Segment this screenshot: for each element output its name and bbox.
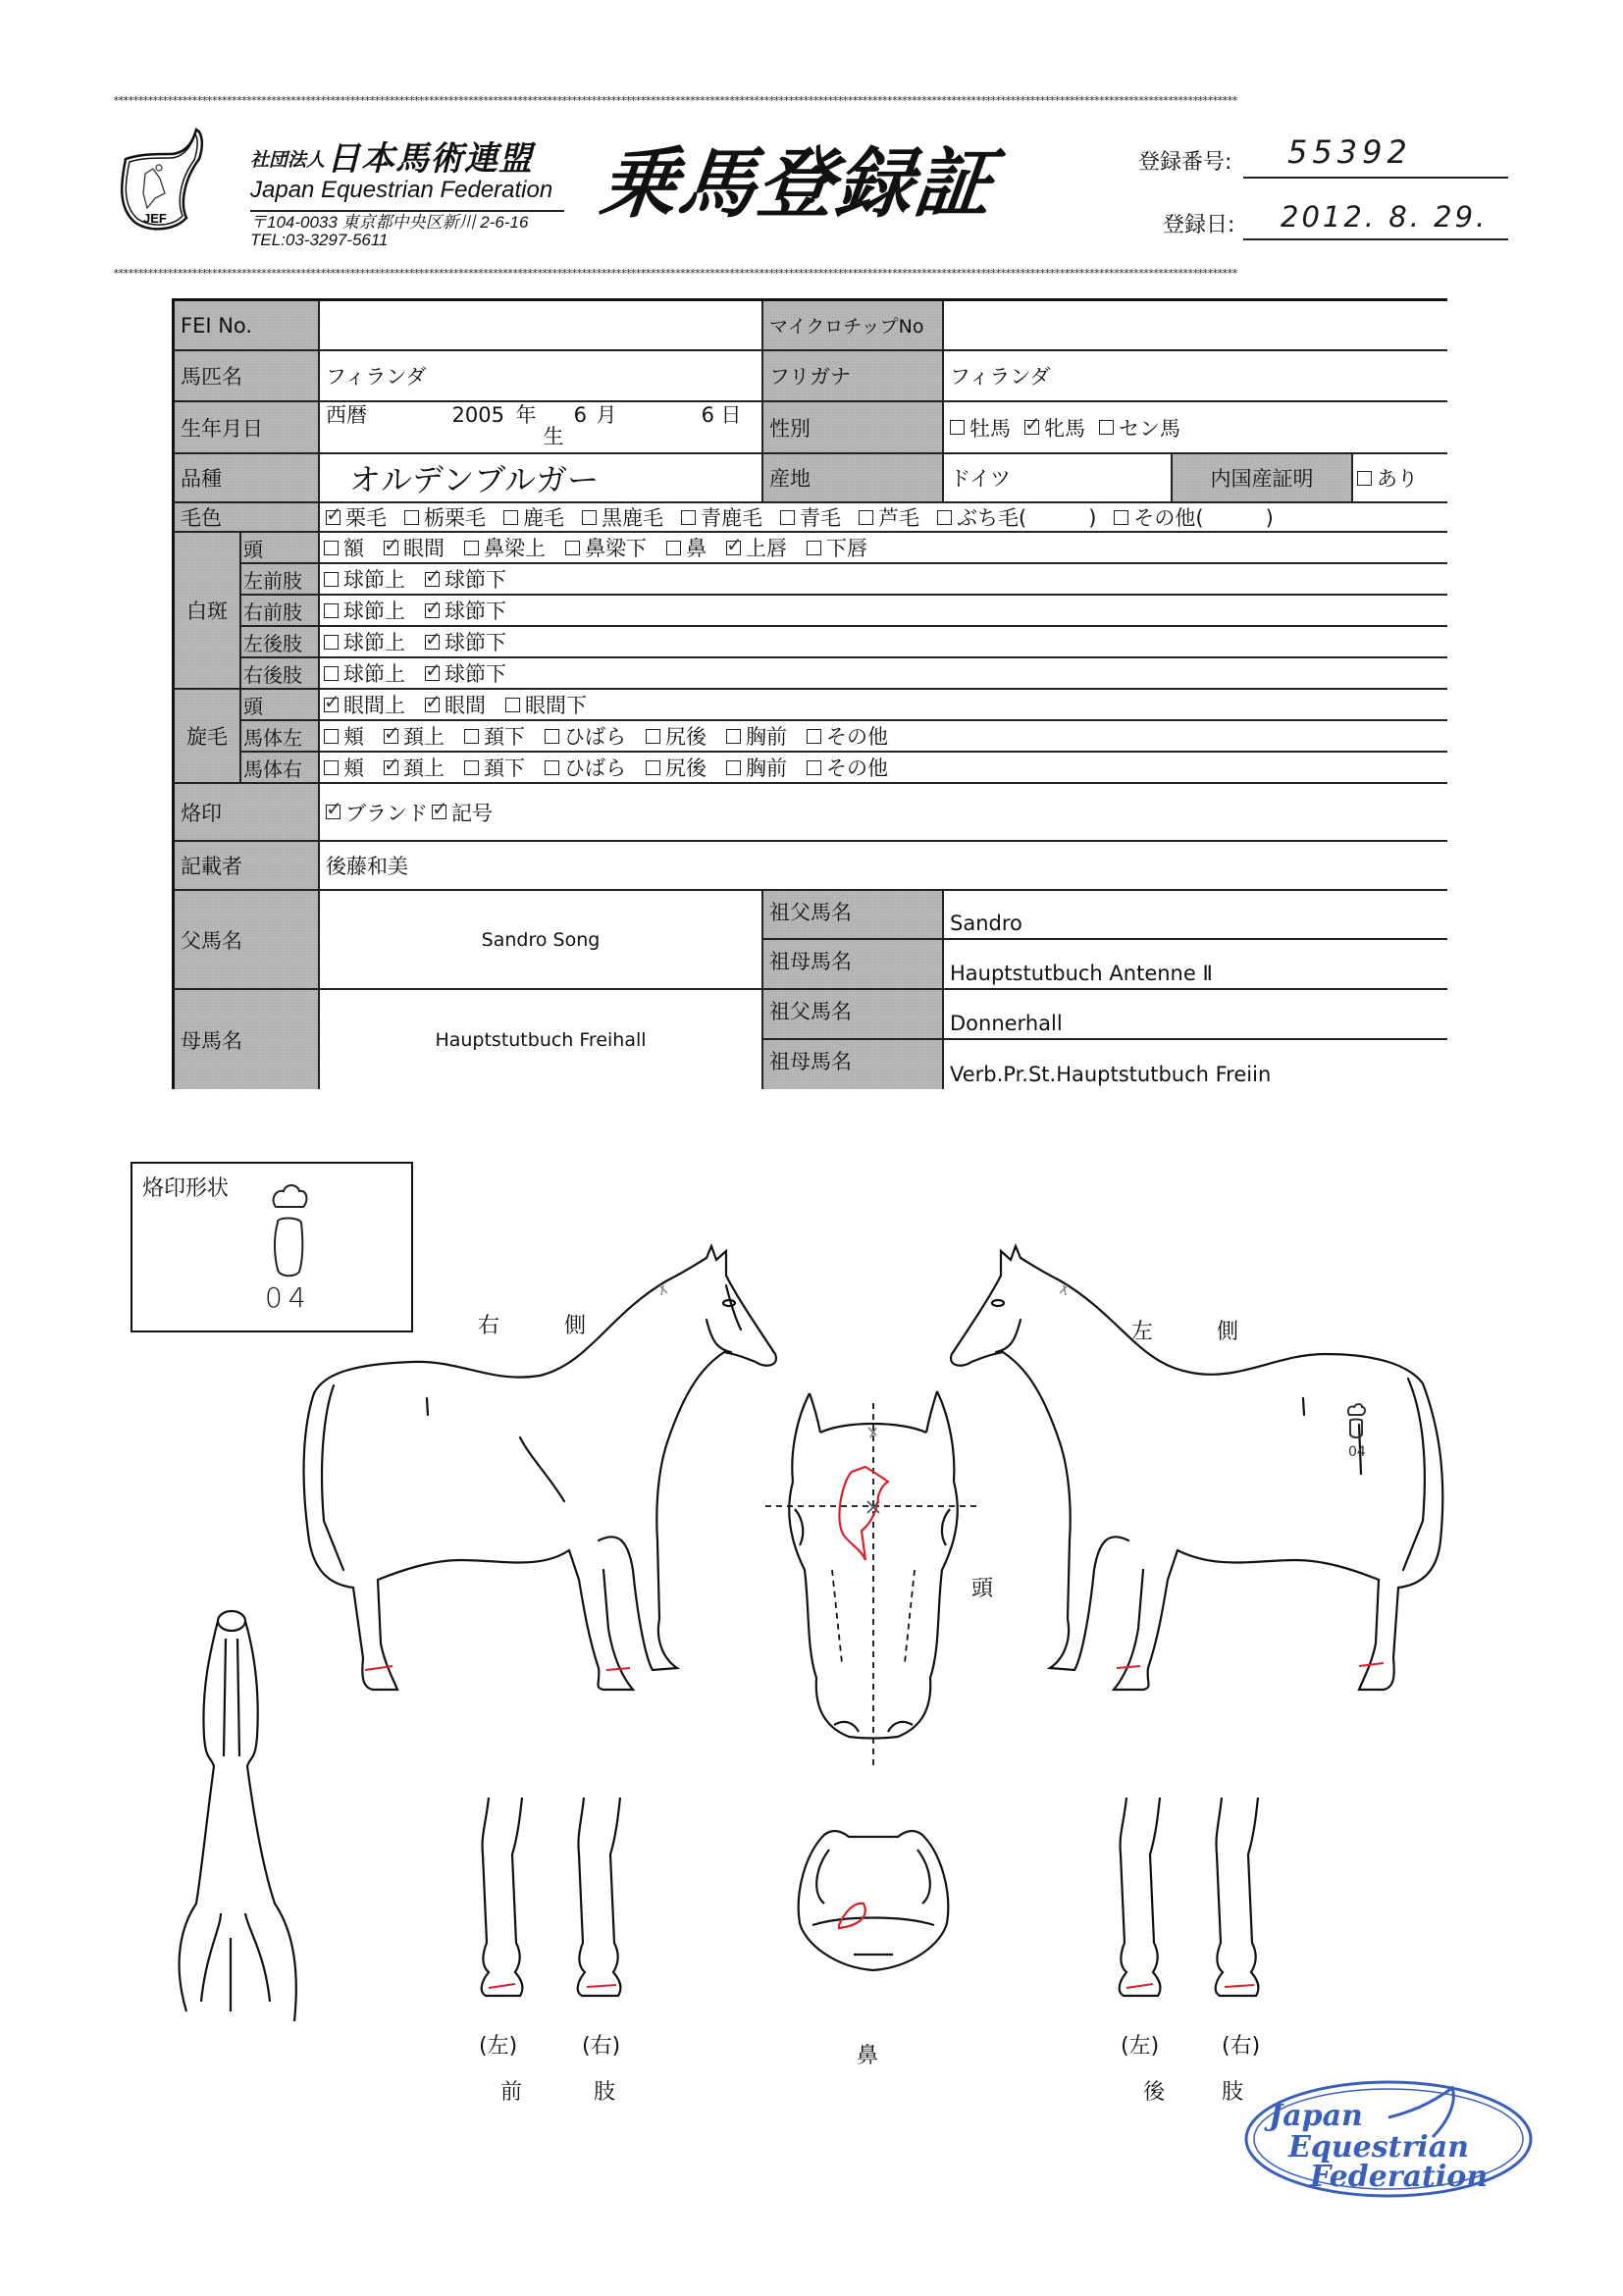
forelimbs-icon <box>471 1796 648 2002</box>
sire-label: 父馬名 <box>175 891 320 990</box>
checkbox-option[interactable] <box>464 533 546 562</box>
white-marking-row-options <box>320 533 1447 564</box>
checkbox[interactable] <box>780 510 795 525</box>
birth-day-unit: 日 <box>720 403 742 427</box>
checkbox-option[interactable] <box>425 627 506 656</box>
checkbox-option[interactable] <box>780 503 841 532</box>
checkbox[interactable] <box>807 729 821 744</box>
checkbox[interactable] <box>464 541 479 555</box>
birth-suffix: 生 <box>543 425 564 448</box>
domestic-cert-label: 内国産証明 <box>1173 454 1353 503</box>
white-marking-row-options <box>320 596 1447 627</box>
checkbox[interactable] <box>464 760 479 775</box>
option-label: 尻後 <box>665 725 707 749</box>
option-label: 眼間上 <box>343 694 405 717</box>
checkbox[interactable] <box>681 510 696 525</box>
option-label: 鼻梁上 <box>484 537 546 560</box>
svg-text:JEF: JEF <box>143 211 167 226</box>
checkbox-checked[interactable] <box>425 698 440 712</box>
checkbox-option[interactable] <box>324 721 364 751</box>
whorl-row-label: 馬体左 <box>241 721 320 753</box>
option-label: 黒鹿毛 <box>602 506 663 530</box>
checkbox-checked[interactable] <box>384 541 398 555</box>
option-label: その他 <box>826 757 888 780</box>
checkbox[interactable] <box>324 541 339 555</box>
checkbox[interactable] <box>565 541 580 555</box>
checkbox-checked[interactable] <box>384 760 398 775</box>
jef-logo <box>116 125 204 235</box>
white-markings-label: 白斑 <box>175 533 241 690</box>
svg-text:Federation: Federation <box>1310 2160 1489 2194</box>
checkbox-option[interactable] <box>324 658 405 688</box>
svg-text:Equestrian: Equestrian <box>1288 2130 1469 2165</box>
sire-grandsire-field[interactable]: Sandro <box>944 891 1447 940</box>
saddle-logo-icon <box>116 125 204 235</box>
checkbox-option[interactable] <box>384 533 445 562</box>
option-label: その他( ) <box>1133 506 1274 530</box>
checkbox-option[interactable] <box>565 533 647 562</box>
sire-field[interactable]: Sandro Song <box>320 891 763 990</box>
checkbox-option[interactable] <box>726 533 787 562</box>
option-label: 芦毛 <box>878 506 919 530</box>
dam-field[interactable]: Hauptstutbuch Freihall <box>320 990 763 1089</box>
dam-grandsire-label: 祖父馬名 <box>763 990 944 1040</box>
option-label: 頬 <box>343 757 364 780</box>
checkbox[interactable] <box>666 541 681 555</box>
checkbox-checked[interactable] <box>425 603 440 618</box>
checkbox-checked[interactable] <box>1024 420 1039 435</box>
checkbox-option[interactable] <box>937 503 1096 532</box>
checkbox[interactable] <box>950 420 965 435</box>
right-side-label-1: 右 <box>478 1314 500 1338</box>
white-marking-row-label: 左前肢 <box>241 564 320 596</box>
checkbox[interactable] <box>545 729 559 744</box>
checkbox[interactable] <box>324 603 339 618</box>
fei-no-label: FEI No. <box>175 301 320 351</box>
domestic-cert-option[interactable] <box>1353 454 1447 503</box>
head-label: 頭 <box>971 1577 994 1601</box>
option-label: 球節上 <box>343 662 405 686</box>
checkbox[interactable] <box>807 541 821 555</box>
option-label: 球節上 <box>343 568 405 592</box>
white-marking-row-label: 頭 <box>241 533 320 564</box>
option-label: 眼間 <box>403 537 445 560</box>
registration-date-value: 2012. 8. 29. <box>1281 200 1489 234</box>
brand-shape-number: 04 <box>265 1281 312 1314</box>
option-label: 尻後 <box>665 757 707 780</box>
forelimb-label-1: 前 <box>500 2080 523 2105</box>
brand-shape-label: 烙印形状 <box>142 1176 230 1201</box>
white-marking-row-label: 左後肢 <box>241 627 320 658</box>
option-label: 胸前 <box>746 725 787 749</box>
checkbox[interactable] <box>324 729 339 744</box>
horse-name-field[interactable]: フィランダ <box>320 351 763 402</box>
furigana-label: フリガナ <box>763 351 944 402</box>
option-label: 栃栗毛 <box>424 506 486 530</box>
hindlimb-label-1: 後 <box>1143 2080 1166 2105</box>
option-label: その他 <box>826 725 888 749</box>
checkbox-option[interactable] <box>807 753 888 782</box>
checkbox-option[interactable] <box>384 721 445 751</box>
sire-granddam-field[interactable]: Hauptstutbuch Antenne Ⅱ <box>944 940 1447 990</box>
svg-text:04: 04 <box>1348 1444 1366 1460</box>
brand-label: 烙印 <box>175 784 320 842</box>
hindlimbs-icon <box>1109 1796 1285 2002</box>
checkbox-option[interactable] <box>324 564 405 594</box>
checkbox[interactable] <box>726 760 741 775</box>
checkbox-option[interactable] <box>324 596 405 625</box>
checkbox-option[interactable] <box>646 753 707 782</box>
checkbox-option[interactable] <box>425 690 486 719</box>
checkbox-option[interactable] <box>505 690 587 719</box>
option-label: 球節上 <box>343 600 405 623</box>
checkbox-option[interactable] <box>324 533 364 562</box>
sex-options <box>944 402 1447 454</box>
checkbox-option[interactable] <box>324 753 364 782</box>
checkbox[interactable] <box>324 666 339 681</box>
checkbox-checked[interactable] <box>324 698 339 712</box>
checkbox-option[interactable] <box>681 503 762 532</box>
registration-date-underline <box>1243 238 1508 240</box>
option-label: 球節下 <box>445 600 506 623</box>
checkbox-option[interactable] <box>425 596 506 625</box>
option-label: 鹿毛 <box>523 506 564 530</box>
option-label: ひばら <box>564 757 626 780</box>
checkbox-checked[interactable] <box>425 635 440 650</box>
sire-grandsire-label: 祖父馬名 <box>763 891 944 940</box>
option-label: 牝馬 <box>1044 416 1085 441</box>
checkbox[interactable] <box>646 760 660 775</box>
whorl-row-label: 頭 <box>241 690 320 721</box>
checkbox-option[interactable] <box>666 533 707 562</box>
org-address <box>250 214 528 249</box>
option-label: あり <box>1377 467 1418 491</box>
checkbox[interactable] <box>505 698 520 712</box>
checkbox-option[interactable] <box>404 503 486 532</box>
hindlimb-right-label: (右) <box>1222 2034 1261 2059</box>
checkbox-option[interactable] <box>324 627 405 656</box>
option-label: ひばら <box>564 725 626 749</box>
horse-nose-icon <box>785 1815 962 1972</box>
registration-date-label: 登録日: <box>1163 213 1235 237</box>
checkbox-checked[interactable] <box>432 805 446 819</box>
sex-option-stallion[interactable] <box>950 413 1011 443</box>
checkbox-option[interactable] <box>464 721 525 751</box>
white-marking-row-options <box>320 627 1447 658</box>
breed-label: 品種 <box>175 454 320 503</box>
coat-color-options <box>320 503 1447 533</box>
org-name-en: Japan Equestrian Federation <box>250 177 553 203</box>
checkbox[interactable] <box>937 510 952 525</box>
checkbox-option[interactable] <box>807 721 888 751</box>
checkbox-option[interactable] <box>503 503 564 532</box>
option-label: 頚上 <box>403 757 445 780</box>
left-side-label-2: 側 <box>1217 1320 1239 1344</box>
document-title: 乗馬登録証 <box>596 140 998 229</box>
recorder-label: 記載者 <box>175 842 320 891</box>
checkbox[interactable] <box>1357 471 1372 486</box>
white-marking-row-options <box>320 564 1447 596</box>
option-label: 頚下 <box>484 725 525 749</box>
dam-granddam-label: 祖母馬名 <box>763 1040 944 1089</box>
separator-bottom: ************************************************************************************************************************************************************************************************************************************ <box>113 268 1237 280</box>
dam-granddam-field[interactable]: Verb.Pr.St.Hauptstutbuch Freiin <box>944 1040 1447 1089</box>
checkbox-checked[interactable] <box>425 572 440 587</box>
checkbox[interactable] <box>324 635 339 650</box>
white-marking-row-label: 右後肢 <box>241 658 320 690</box>
horse-head-front-icon <box>775 1374 971 1766</box>
microchip-field[interactable] <box>944 301 1447 351</box>
right-side-label-2: 側 <box>564 1314 587 1338</box>
checkbox[interactable] <box>324 760 339 775</box>
white-marking-row-label: 右前肢 <box>241 596 320 627</box>
birth-day: 6 <box>701 403 714 427</box>
checkbox-option[interactable] <box>384 753 445 782</box>
brand-option-brand[interactable] <box>326 798 428 827</box>
checkbox-option[interactable] <box>545 721 626 751</box>
furigana-field[interactable]: フィランダ <box>944 351 1447 402</box>
birth-month-unit: 月 <box>596 403 617 427</box>
checkbox-checked[interactable] <box>326 510 340 525</box>
checkbox-checked[interactable] <box>326 805 340 819</box>
option-label: 球節上 <box>343 631 405 654</box>
coat-color-label: 毛色 <box>175 503 320 533</box>
option-label: 頚上 <box>403 725 445 749</box>
option-label: 球節下 <box>445 568 506 592</box>
option-label: 眼間 <box>445 694 486 717</box>
birth-month: 6 <box>573 403 587 427</box>
checkbox-option[interactable] <box>324 690 405 719</box>
registration-number-value: 55392 <box>1287 133 1412 171</box>
checkbox-option[interactable] <box>464 753 525 782</box>
microchip-label: マイクロチップNo <box>763 301 944 351</box>
sex-label: 性別 <box>763 402 944 454</box>
birth-era: 西暦 <box>326 403 367 427</box>
checkbox[interactable] <box>1099 420 1114 435</box>
option-label: 鼻梁下 <box>585 537 647 560</box>
breed-field[interactable]: オルデンブルガー <box>320 454 763 503</box>
hindlimb-left-label: (左) <box>1121 2034 1160 2059</box>
registration-table <box>172 298 1447 1089</box>
sire-granddam-label: 祖母馬名 <box>763 940 944 990</box>
option-label: 球節下 <box>445 662 506 686</box>
option-label: 記号 <box>451 801 493 825</box>
checkbox-option[interactable] <box>425 564 506 594</box>
option-label: ぶち毛( ) <box>957 506 1097 530</box>
origin-field[interactable]: ドイツ <box>944 454 1173 503</box>
checkbox-option[interactable] <box>425 658 506 688</box>
checkbox-checked[interactable] <box>425 666 440 681</box>
option-label: 額 <box>343 537 364 560</box>
option-label: 栗毛 <box>345 506 387 530</box>
org-name-jp: 日本馬術連盟 <box>327 139 533 179</box>
org-divider <box>250 210 564 212</box>
checkbox-option[interactable] <box>726 753 787 782</box>
checkbox-option[interactable] <box>726 721 787 751</box>
option-label: 眼間下 <box>525 694 587 717</box>
checkbox[interactable] <box>464 729 479 744</box>
option-label: 頬 <box>343 725 364 749</box>
whorl-row-options <box>320 690 1447 721</box>
checkbox-option[interactable] <box>1114 503 1273 532</box>
checkbox[interactable] <box>324 572 339 587</box>
sex-option-mare[interactable] <box>1024 413 1085 443</box>
checkbox[interactable] <box>807 760 821 775</box>
option-label: 青鹿毛 <box>701 506 762 530</box>
checkbox[interactable] <box>582 510 597 525</box>
option-label: 頚下 <box>484 757 525 780</box>
nose-label: 鼻 <box>857 2044 879 2068</box>
checkbox-option[interactable] <box>582 503 663 532</box>
checkbox-option[interactable] <box>545 753 626 782</box>
jef-stamp-icon <box>1241 2078 1536 2206</box>
birth-year-unit: 年 <box>515 403 537 427</box>
checkbox[interactable] <box>859 510 873 525</box>
left-side-label-1: 左 <box>1131 1320 1154 1344</box>
checkbox-checked[interactable] <box>384 729 398 744</box>
checkbox[interactable] <box>545 760 559 775</box>
option-label: 牡馬 <box>969 416 1011 441</box>
whorl-row-label: 馬体右 <box>241 753 320 784</box>
address-line: 〒104-0033 東京都中央区新川 2-6-16 <box>250 213 529 232</box>
forelimb-left-label: (左) <box>479 2034 518 2059</box>
option-label: 上唇 <box>746 537 787 560</box>
dam-grandsire-field[interactable]: Donnerhall <box>944 990 1447 1040</box>
option-label: 鼻 <box>686 537 707 560</box>
sex-option-gelding[interactable] <box>1099 413 1180 443</box>
brand-option-symbol[interactable] <box>432 798 493 827</box>
checkbox[interactable] <box>1114 510 1128 525</box>
option-label: 青毛 <box>800 506 841 530</box>
birth-date-line <box>326 404 761 426</box>
forelimb-label-2: 肢 <box>594 2080 616 2105</box>
option-label: 胸前 <box>746 757 787 780</box>
birth-date-label: 生年月日 <box>175 402 320 454</box>
hindlimb-label-2: 肢 <box>1222 2080 1244 2105</box>
horse-name-label: 馬匹名 <box>175 351 320 402</box>
option-label: ブランド <box>345 801 428 825</box>
checkbox[interactable] <box>726 729 741 744</box>
whorl-row-options <box>320 721 1447 753</box>
whorls-label: 旋毛 <box>175 690 241 784</box>
origin-label: 産地 <box>763 454 944 503</box>
checkbox-option[interactable] <box>646 721 707 751</box>
org-prefix: 社団法人 <box>250 149 326 171</box>
tel-line: TEL:03-3297-5611 <box>250 231 389 249</box>
separator-top: ************************************************************************************************************************************************************************************************************************************ <box>113 95 1237 107</box>
dam-label: 母馬名 <box>175 990 320 1089</box>
checkbox-option[interactable] <box>807 533 867 562</box>
checkbox-option[interactable] <box>326 503 387 532</box>
horse-top-view-icon <box>177 1599 324 2021</box>
brand-options <box>320 784 1447 842</box>
option-label: 下唇 <box>826 537 867 560</box>
fei-no-field[interactable] <box>320 301 763 351</box>
checkbox[interactable] <box>503 510 518 525</box>
checkbox-checked[interactable] <box>726 541 741 555</box>
option-label: セン馬 <box>1119 416 1180 441</box>
whorl-row-options <box>320 753 1447 784</box>
checkbox[interactable] <box>646 729 660 744</box>
recorder-field[interactable]: 後藤和美 <box>320 842 1447 891</box>
registration-number-label: 登録番号: <box>1138 150 1232 175</box>
white-marking-row-options <box>320 658 1447 690</box>
birth-year: 2005 <box>451 403 504 427</box>
option-label: 球節下 <box>445 631 506 654</box>
svg-text:Japan: Japan <box>1269 2099 1363 2133</box>
checkbox-option[interactable] <box>859 503 919 532</box>
checkbox[interactable] <box>404 510 419 525</box>
registration-number-underline <box>1243 177 1508 179</box>
forelimb-right-label: (右) <box>582 2034 621 2059</box>
birth-date-field[interactable] <box>320 402 763 454</box>
